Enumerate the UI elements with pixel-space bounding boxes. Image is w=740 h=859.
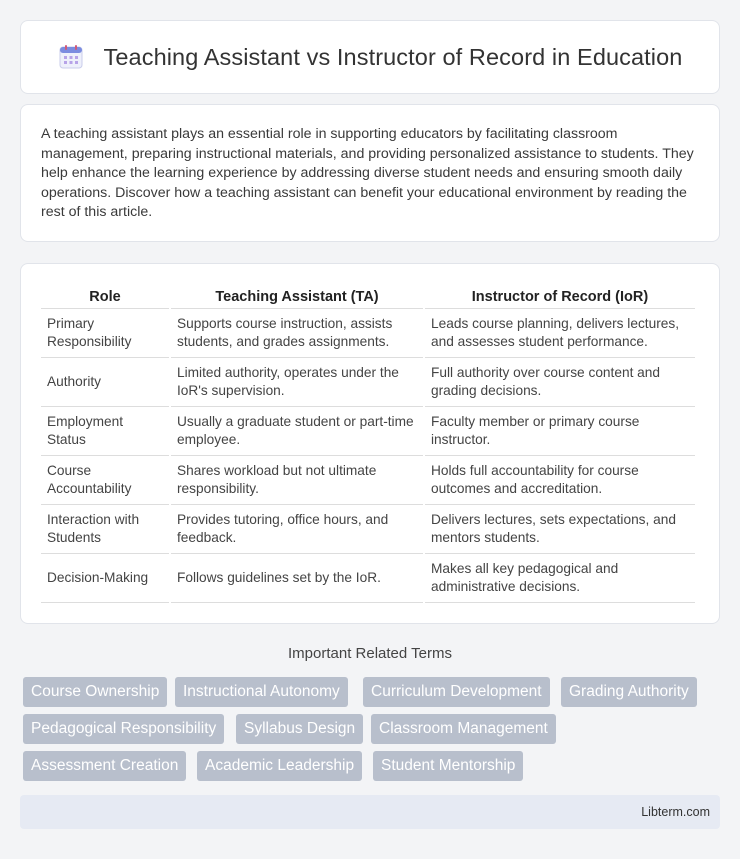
tag-curriculum-development[interactable]: Curriculum Development — [363, 677, 550, 707]
table-row — [41, 456, 695, 505]
footer — [20, 795, 720, 829]
column-header: Instructor of Record (IoR) — [425, 282, 695, 309]
table-cell: Supports course instruction, assists students, and grades assignments. — [171, 309, 423, 358]
table-row — [41, 554, 695, 603]
table-cell: Interaction with Students — [41, 505, 169, 554]
column-header: Role — [41, 282, 169, 309]
table-row — [41, 309, 695, 358]
table-cell: Faculty member or primary course instructor. — [425, 407, 695, 456]
calendar-icon — [58, 44, 84, 70]
related-terms-title: Important Related Terms — [288, 645, 452, 662]
intro-text: A teaching assistant plays an essential role in supporting educators by facilitating classroom management, preparing instructional materials, and providing personalized assistance to students. They help enhance the learning experience by addressing diverse student needs and ensuring smooth daily operations. Discover how a teaching assistant can benefit your educational environment by reading the rest of this article. — [41, 126, 694, 221]
table-cell: Usually a graduate student or part-time employee. — [171, 407, 423, 456]
table-cell: Follows guidelines set by the IoR. — [171, 554, 423, 603]
tag-course-ownership[interactable]: Course Ownership — [23, 677, 167, 707]
table-row — [41, 407, 695, 456]
table-cell: Primary Responsibility — [41, 309, 169, 358]
table-cell: Decision-Making — [41, 554, 169, 603]
table-cell: Employment Status — [41, 407, 169, 456]
tag-grading-authority[interactable]: Grading Authority — [561, 677, 697, 707]
table-cell: Course Accountability — [41, 456, 169, 505]
comparison-table — [39, 282, 697, 603]
tag-student-mentorship[interactable]: Student Mentorship — [373, 751, 523, 781]
header-card — [20, 20, 720, 94]
table-cell: Makes all key pedagogical and administrative decisions. — [425, 554, 695, 603]
tag-academic-leadership[interactable]: Academic Leadership — [197, 751, 362, 781]
tag-classroom-management[interactable]: Classroom Management — [371, 714, 556, 744]
footer-site-link[interactable]: Libterm.com — [641, 805, 710, 819]
comparison-card — [20, 263, 720, 624]
tag-instructional-autonomy[interactable]: Instructional Autonomy — [175, 677, 348, 707]
table-cell: Provides tutoring, office hours, and feedback. — [171, 505, 423, 554]
intro-card — [20, 104, 720, 242]
table-cell: Authority — [41, 358, 169, 407]
table-cell: Shares workload but not ultimate responsibility. — [171, 456, 423, 505]
table-cell: Delivers lectures, sets expectations, and mentors students. — [425, 505, 695, 554]
table-cell: Holds full accountability for course outcomes and accreditation. — [425, 456, 695, 505]
table-row — [41, 358, 695, 407]
tag-pedagogical-responsibility[interactable]: Pedagogical Responsibility — [23, 714, 224, 744]
tag-syllabus-design[interactable]: Syllabus Design — [236, 714, 363, 744]
page-title: Teaching Assistant vs Instructor of Record in Education — [103, 43, 683, 70]
table-row — [41, 505, 695, 554]
table-cell: Limited authority, operates under the IoR's supervision. — [171, 358, 423, 407]
table-cell: Full authority over course content and grading decisions. — [425, 358, 695, 407]
table-cell: Leads course planning, delivers lectures, and assesses student performance. — [425, 309, 695, 358]
column-header: Teaching Assistant (TA) — [171, 282, 423, 309]
tag-assessment-creation[interactable]: Assessment Creation — [23, 751, 186, 781]
table-header-row — [41, 282, 695, 309]
